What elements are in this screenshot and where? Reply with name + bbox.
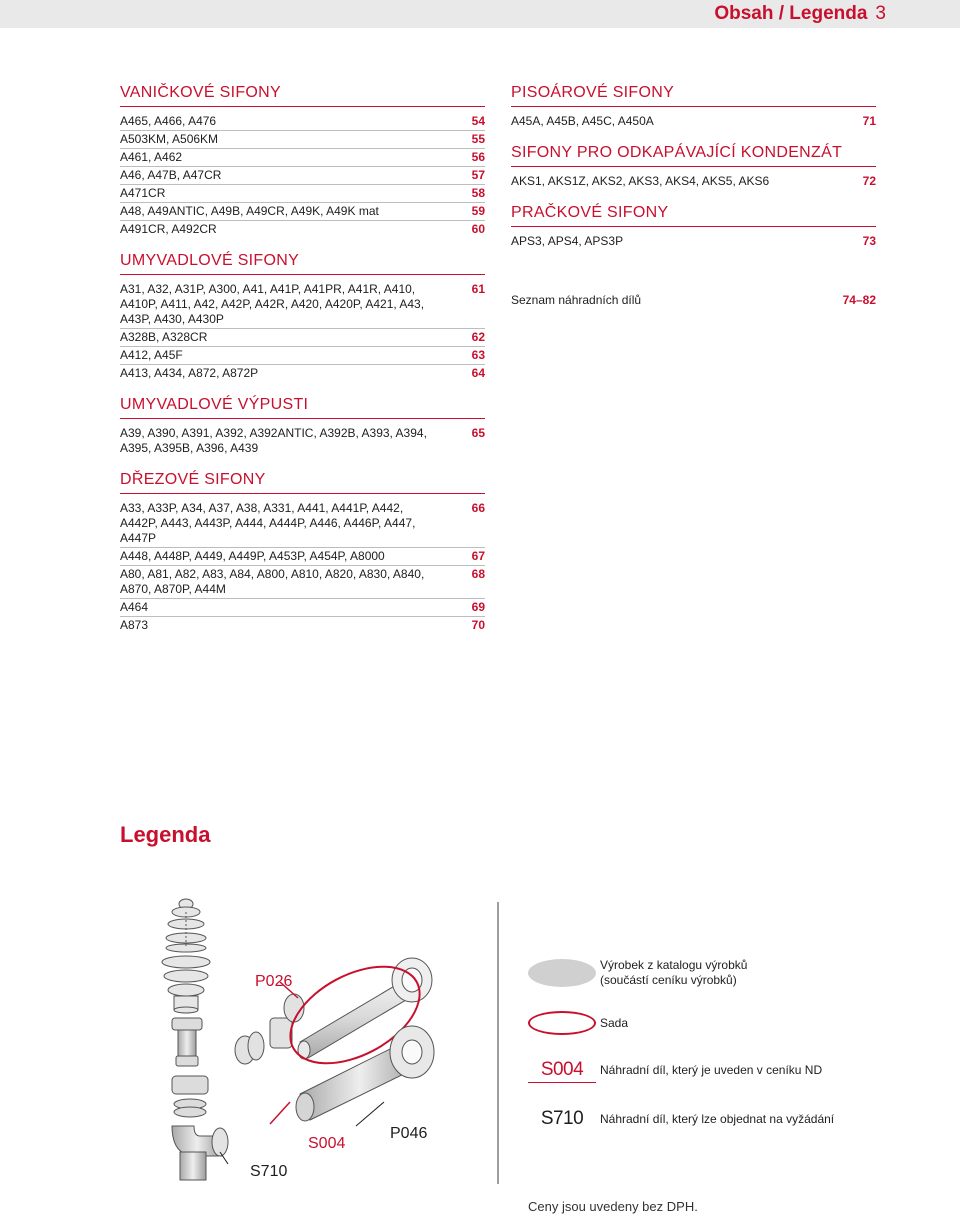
toc-models: A413, A434, A872, A872P bbox=[120, 366, 259, 380]
toc-page-number: 61 bbox=[471, 282, 485, 296]
section-title: VANIČKOVÉ SIFONY bbox=[120, 84, 485, 107]
toc-page-number: 63 bbox=[471, 348, 485, 362]
toc-row[interactable] bbox=[120, 347, 485, 365]
toc-section bbox=[120, 396, 485, 457]
toc-row[interactable] bbox=[120, 149, 485, 167]
toc-page-number: 59 bbox=[471, 204, 485, 218]
toc-models: A45A, A45B, A45C, A450A bbox=[511, 114, 654, 128]
legend-text: (součástí ceníku výrobků) bbox=[600, 973, 737, 987]
code-s004: S004 bbox=[528, 1058, 596, 1083]
toc-page-number: 55 bbox=[471, 132, 485, 146]
toc-models: A412, A45F bbox=[120, 348, 183, 362]
legend-item-spare-part-on-request bbox=[528, 1107, 834, 1131]
toc-row[interactable] bbox=[120, 113, 485, 131]
legend-text: Sada bbox=[600, 1015, 629, 1030]
section-title: PISOÁROVÉ SIFONY bbox=[511, 84, 876, 107]
section-title: UMYVADLOVÉ SIFONY bbox=[120, 252, 485, 275]
toc-page-number: 67 bbox=[471, 549, 485, 563]
toc-section bbox=[120, 84, 485, 238]
toc-models: A491CR, A492CR bbox=[120, 222, 217, 236]
spare-parts-label: Seznam náhradních dílů bbox=[511, 293, 642, 307]
toc-row[interactable] bbox=[120, 185, 485, 203]
section-title: DŘEZOVÉ SIFONY bbox=[120, 471, 485, 494]
toc-page-number: 71 bbox=[862, 114, 876, 128]
spare-parts-row[interactable] bbox=[511, 293, 876, 307]
toc-page-number: 57 bbox=[471, 168, 485, 182]
toc-row[interactable] bbox=[511, 173, 876, 190]
toc-row[interactable] bbox=[120, 566, 485, 599]
toc-section bbox=[120, 252, 485, 382]
toc-page-number: 58 bbox=[471, 186, 485, 200]
label-s004: S004 bbox=[308, 1135, 346, 1152]
toc-models: A31, A32, A31P, A300, A41, A41P, A41PR, A41R, A410, A410P, A411, A42, A42P, A42R, A420, A420P, A421, A43, A43P, A430, A430P bbox=[120, 282, 425, 326]
toc-page-number: 65 bbox=[471, 426, 485, 440]
toc-row[interactable] bbox=[120, 203, 485, 221]
toc-row[interactable] bbox=[120, 365, 485, 382]
toc-models: A46, A47B, A47CR bbox=[120, 168, 222, 182]
toc-models: A464 bbox=[120, 600, 149, 614]
legend-item-catalog-product bbox=[528, 958, 747, 988]
toc-models: A80, A81, A82, A83, A84, A800, A810, A820, A830, A840, A870, A870P, A44M bbox=[120, 567, 425, 596]
section-title: PRAČKOVÉ SIFONY bbox=[511, 204, 876, 227]
code-s710: S710 bbox=[540, 1108, 584, 1129]
toc-page-number: 73 bbox=[862, 234, 876, 248]
toc-models: A461, A462 bbox=[120, 150, 183, 164]
toc-row[interactable] bbox=[120, 617, 485, 634]
legend-item-set bbox=[528, 1011, 628, 1035]
toc-models: A471CR bbox=[120, 186, 166, 200]
toc-row[interactable] bbox=[511, 233, 876, 250]
section-title: UMYVADLOVÉ VÝPUSTI bbox=[120, 396, 485, 419]
toc-page-number: 60 bbox=[471, 222, 485, 236]
toc-section bbox=[120, 471, 485, 634]
toc-row[interactable] bbox=[120, 329, 485, 347]
toc-page-number: 56 bbox=[471, 150, 485, 164]
toc-page-number: 66 bbox=[471, 501, 485, 515]
toc-row[interactable] bbox=[120, 221, 485, 238]
legend-text: Výrobek z katalogu výrobků bbox=[600, 958, 748, 972]
price-note: Ceny jsou uvedeny bez DPH. bbox=[528, 1199, 698, 1214]
toc-page-number: 62 bbox=[471, 330, 485, 344]
label-s710: S710 bbox=[250, 1163, 288, 1180]
label-p026: P026 bbox=[255, 973, 293, 990]
toc-page-number: 70 bbox=[471, 618, 485, 632]
header-title: Obsah / Legenda bbox=[714, 3, 868, 24]
toc-row[interactable] bbox=[120, 500, 485, 548]
toc-section bbox=[511, 84, 876, 130]
spare-parts-pages: 74–82 bbox=[842, 293, 876, 307]
toc-section bbox=[511, 144, 876, 190]
toc-row[interactable] bbox=[120, 131, 485, 149]
legend-title: Legenda bbox=[120, 822, 211, 847]
toc-row[interactable] bbox=[120, 425, 485, 457]
toc-page-number: 69 bbox=[471, 600, 485, 614]
toc-row[interactable] bbox=[120, 281, 485, 329]
legend-divider bbox=[497, 902, 499, 1184]
legend-item-spare-part-listed bbox=[528, 1058, 822, 1083]
toc-page-number: 64 bbox=[471, 366, 485, 380]
toc-models: A33, A33P, A34, A37, A38, A331, A441, A441P, A442, A442P, A443, A443P, A444, A444P, A446, A446P, A447, A447P bbox=[120, 501, 416, 545]
toc-left-column bbox=[120, 84, 485, 648]
legend-text: Náhradní díl, který je uveden v ceníku ND bbox=[600, 1063, 823, 1077]
toc-models: A328B, A328CR bbox=[120, 330, 208, 344]
toc-page-number: 68 bbox=[471, 567, 485, 581]
gray-oval-icon bbox=[528, 959, 596, 987]
header bbox=[714, 0, 886, 28]
toc-models: AKS1, AKS1Z, AKS2, AKS3, AKS4, AKS5, AKS6 bbox=[511, 174, 770, 188]
toc-row[interactable] bbox=[120, 167, 485, 185]
legend-text: Náhradní díl, který lze objednat na vyžádání bbox=[600, 1111, 835, 1126]
toc-models: APS3, APS4, APS3P bbox=[511, 234, 624, 248]
toc-row[interactable] bbox=[120, 599, 485, 617]
toc-right-column bbox=[511, 84, 876, 264]
toc-models: A873 bbox=[120, 618, 149, 632]
toc-models: A448, A448P, A449, A449P, A453P, A454P, A8000 bbox=[120, 549, 385, 563]
toc-models: A465, A466, A476 bbox=[120, 114, 217, 128]
toc-models: A503KM, A506KM bbox=[120, 132, 219, 146]
toc-models: A48, A49ANTIC, A49B, A49CR, A49K, A49K mat bbox=[120, 204, 379, 218]
toc-row[interactable] bbox=[120, 548, 485, 566]
label-p046: P046 bbox=[390, 1125, 428, 1142]
toc-row[interactable] bbox=[511, 113, 876, 130]
header-page-number: 3 bbox=[875, 3, 886, 24]
toc-models: A39, A390, A391, A392, A392ANTIC, A392B, A393, A394, A395, A395B, A396, A439 bbox=[120, 426, 427, 455]
section-title: SIFONY PRO ODKAPÁVAJÍCÍ KONDENZÁT bbox=[511, 144, 876, 167]
red-oval-icon bbox=[528, 1011, 596, 1035]
siphon-exploded-diagram bbox=[150, 890, 495, 1190]
toc-page-number: 72 bbox=[862, 174, 876, 188]
toc-section bbox=[511, 204, 876, 250]
toc-page-number: 54 bbox=[471, 114, 485, 128]
